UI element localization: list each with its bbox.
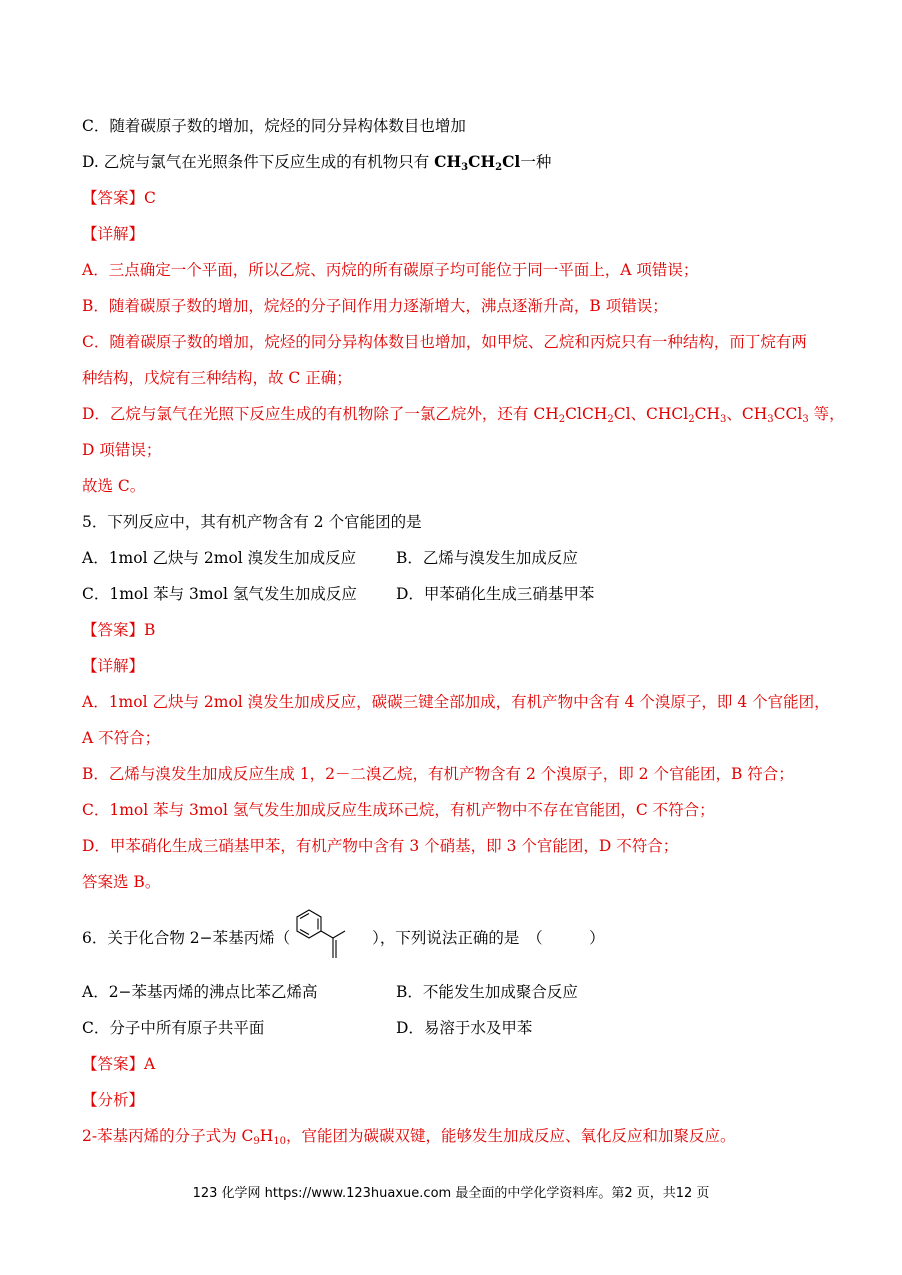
- q5-detail-b: B．乙烯与溴发生加成反应生成 1，2－二溴乙烷，有机产物含有 2 个溴原子，即 2 个官能团，B 符合；: [82, 765, 794, 783]
- q4-option-d-formula: $CH_3CH_2Cl$: [434, 152, 521, 173]
- q4-option-d: [82, 152, 551, 172]
- q6-analysis: [82, 1126, 736, 1146]
- methyl-bond: [333, 931, 345, 938]
- q6-option-c: C．分子中所有原子共平面: [82, 1019, 265, 1037]
- q6-analysis-heading: [82, 1090, 144, 1110]
- q6-option-d: D．易溶于水及甲苯: [396, 1019, 533, 1037]
- q6-stem-prefix: 6．关于化合物 2−苯基丙烯（: [82, 929, 291, 947]
- 2-phenylpropene-structure: [284, 906, 364, 966]
- page-footer: 123 化学网 https://www.123huaxue.com 最全面的中学化学资料库。第2 页，共12 页: [192, 1186, 710, 1201]
- q6-answer: 【答案】A: [82, 1055, 156, 1073]
- q5-detail-heading: 【详解】: [82, 657, 145, 675]
- q4-detail-d1-suffix: 等，: [808, 405, 845, 423]
- q4-answer: 【答案】C: [82, 189, 156, 207]
- q6-option-a: A．2−苯基丙烯的沸点比苯乙烯高: [82, 983, 318, 1001]
- q4-detail-d2: D 项错误；: [82, 441, 162, 459]
- q5-option-c: C．1mol 苯与 3mol 氢气发生加成反应: [82, 585, 357, 603]
- q4-detail-heading: 【详解】: [82, 225, 145, 243]
- q4-detail-d1-formulas: $CH_2ClCH_2Cl$、$CHCl_2CH_3$、$CH_3CCl_3$: [533, 405, 809, 425]
- q5-detail-c: C．1mol 苯与 3mol 氢气发生加成反应生成环己烷，有机产物中不存在官能团，C 不符合；: [82, 801, 715, 819]
- q4-option-c: C．随着碳原子数的增加，烷烃的同分异构体数目也增加: [82, 117, 466, 135]
- q4-detail-d1: [82, 404, 845, 424]
- q5-stem: 5．下列反应中，其有机产物含有 2 个官能团的是: [82, 513, 422, 531]
- q4-conclusion: 故选 C。: [82, 477, 146, 495]
- q5-detail-d: D．甲苯硝化生成三硝基甲苯，有机产物中含有 3 个硝基，即 3 个官能团，D 不符合；: [82, 837, 679, 855]
- q6-stem-suffix: ），下列说法正确的是 （ ）: [372, 929, 605, 947]
- q6-options-row2: [82, 1018, 782, 1038]
- q4-detail-c1: C．随着碳原子数的增加，烷烃的同分异构体数目也增加，如甲烷、乙烷和丙烷只有一种结构，而丁烷有两: [82, 333, 807, 351]
- q5-answer: 【答案】B: [82, 621, 156, 639]
- q4-detail-b: B．随着碳原子数的增加，烷烃的分子间作用力逐渐增大，沸点逐渐升高，B 项错误；: [82, 297, 668, 315]
- ring-to-alkene-bond: [321, 931, 333, 938]
- q5-conclusion: 答案选 B。: [82, 873, 161, 891]
- q4-detail-d1-text: D．乙烷与氯气在光照下反应生成的有机物除了一氯乙烷外，还有: [82, 405, 534, 423]
- q5-options-row1: [82, 548, 782, 568]
- q6-analysis-suffix: ，官能团为碳碳双键，能够发生加成反应、氧化反应和加聚反应。: [286, 1127, 736, 1145]
- q5-detail-a2: A 不符合；: [82, 729, 161, 747]
- q4-detail-c2: 种结构，戊烷有三种结构，故 C 正确；: [82, 369, 352, 387]
- benzene-ring: [297, 910, 321, 938]
- q5-options-row2: [82, 584, 782, 604]
- q6-analysis-heading-text: 【分析】: [82, 1091, 145, 1109]
- q4-option-d-text: D. 乙烷与氯气在光照条件下反应生成的有机物只有: [82, 153, 435, 171]
- q6-options-row1: [82, 982, 782, 1002]
- q6-option-b: B．不能发生加成聚合反应: [396, 983, 578, 1001]
- q5-option-a: A．1mol 乙炔与 2mol 溴发生加成反应: [82, 549, 357, 567]
- q4-option-d-suffix: 一种: [520, 153, 552, 171]
- q6-analysis-prefix: 2-苯基丙烯的分子式为: [82, 1127, 242, 1145]
- q5-detail-a1: A．1mol 乙炔与 2mol 溴发生加成反应，碳碳三键全部加成，有机产物中含有 4 个溴原子，即 4 个官能团，: [82, 693, 830, 711]
- q4-detail-a: A．三点确定一个平面，所以乙烷、丙烷的所有碳原子均可能位于同一平面上，A 项错误；: [82, 261, 699, 279]
- q5-option-d: D．甲苯硝化生成三硝基甲苯: [396, 585, 595, 603]
- q5-option-b: B．乙烯与溴发生加成反应: [396, 549, 578, 567]
- q6-analysis-formula: $C_9H_{10}$: [241, 1127, 287, 1147]
